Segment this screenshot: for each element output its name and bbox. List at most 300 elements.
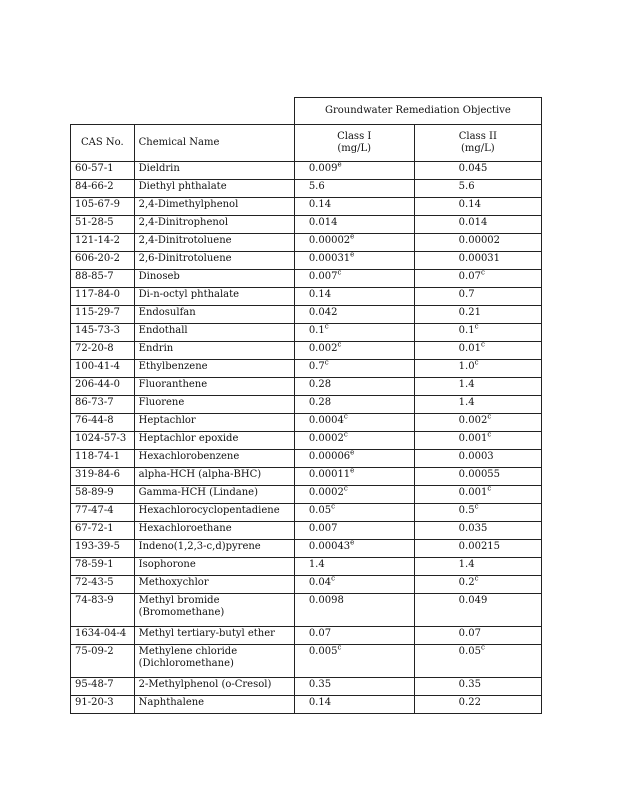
cas-number: 77-47-4 [75,505,114,516]
class2-value-cell [414,252,541,270]
class2-value-cell [414,432,541,450]
chemical-name-cell [134,270,294,288]
class1-value: 1.4 [308,559,325,570]
class2-value-cell [414,468,541,486]
footnote-marker: c [474,503,479,511]
class1-value-cell [294,450,414,468]
class1-value: 0.7 [308,361,325,372]
chemical-name-cell [134,252,294,270]
cas-cell [71,576,135,594]
class2-value: 0.045 [458,163,488,174]
class2-value: 0.00055 [458,469,501,480]
class1-value: 5.6 [308,181,325,192]
class2-value: 1.4 [458,559,475,570]
chemical-name: Naphthalene [138,697,205,708]
chemical-name: Diethyl phthalate [138,181,227,192]
chemical-name: Fluorene [138,397,185,408]
class1-value-cell [294,270,414,288]
cas-cell [71,486,135,504]
footnote-marker: c [487,485,492,493]
class2-value-cell [414,216,541,234]
cas-cell [71,288,135,306]
class1-value: 0.042 [308,307,338,318]
cas-number: 1024-57-3 [75,433,127,444]
header-class2-title: Class II [458,131,497,142]
class2-value: 1.4 [458,379,475,390]
class2-value: 0.001 [458,487,488,498]
cas-cell [71,216,135,234]
class2-value-cell [414,324,541,342]
class1-value: 0.005 [308,646,338,657]
class1-value-cell [294,504,414,522]
chemical-name: Methyl tertiary-butyl ether [138,628,275,639]
cas-cell [71,594,135,627]
table-row [71,234,542,252]
cas-cell [71,696,135,714]
table-row [71,198,542,216]
chemical-name-alt: (Bromomethane) [138,607,225,618]
table-row [71,378,542,396]
chemical-name: 2,6-Dinitrotoluene [138,253,232,264]
class1-value: 0.007 [308,271,338,282]
chemical-name: Fluoranthene [138,379,208,390]
chemical-name: Gamma-HCH (Lindane) [138,487,258,498]
chemical-name: Indeno(1,2,3-c,d)pyrene [138,541,261,552]
table-row [71,558,542,576]
class2-value-cell [414,627,541,645]
chemical-name-cell [134,540,294,558]
chemical-name: Methyl bromide [138,595,220,606]
chemical-name: 2-Methylphenol (o-Cresol) [138,679,272,690]
class1-value-cell [294,414,414,432]
chemical-name: Isophorone [138,559,196,570]
table-row [71,486,542,504]
table-row [71,696,542,714]
class2-value: 0.00002 [458,235,501,246]
cas-cell [71,468,135,486]
class2-value-cell [414,360,541,378]
cas-number: 95-48-7 [75,679,114,690]
class2-value-cell [414,450,541,468]
table-row [71,468,542,486]
cas-number: 60-57-1 [75,163,114,174]
footnote-marker: c [324,359,329,367]
class1-value: 0.0098 [308,595,344,606]
class2-value-cell [414,486,541,504]
chemical-name: Methylene chloride [138,646,238,657]
table-row [71,627,542,645]
chemical-name-cell [134,396,294,414]
class2-value-cell [414,378,541,396]
class1-value-cell [294,180,414,198]
class2-value-cell [414,306,541,324]
chemical-name-cell [134,696,294,714]
chemical-name-cell [134,414,294,432]
class1-value: 0.14 [308,697,332,708]
cas-cell [71,504,135,522]
table-row [71,522,542,540]
chemical-name-cell [134,432,294,450]
class1-value-cell [294,198,414,216]
class2-value: 0.049 [458,595,488,606]
footnote-marker: e [350,539,355,547]
footnote-marker: c [474,323,479,331]
class2-value-cell [414,396,541,414]
cas-number: 75-09-2 [75,646,114,657]
class1-value-cell [294,342,414,360]
cas-cell [71,645,135,678]
class1-value-cell [294,306,414,324]
class2-value-cell [414,540,541,558]
class2-value: 0.14 [458,199,481,210]
chemical-name: 2,4-Dimethylphenol [138,199,239,210]
class1-value: 0.1 [308,325,325,336]
chemical-name-cell [134,198,294,216]
cas-cell [71,540,135,558]
cas-number: 193-39-5 [75,541,120,552]
cas-number: 100-41-4 [75,361,120,372]
cas-cell [71,627,135,645]
chemical-name-cell [134,306,294,324]
cas-number: 88-85-7 [75,271,114,282]
class2-value: 0.7 [458,289,475,300]
class2-value-cell [414,522,541,540]
chemical-name-cell [134,468,294,486]
class2-value: 5.6 [458,181,475,192]
cas-cell [71,324,135,342]
chemical-name: Endothall [138,325,188,336]
chemical-name: Hexachlorocyclopentadiene [138,505,280,516]
cas-number: 86-73-7 [75,397,114,408]
class1-value-cell [294,234,414,252]
chemical-name-cell [134,360,294,378]
chemical-name: Di-n-octyl phthalate [138,289,240,300]
cas-number: 84-66-2 [75,181,114,192]
cas-cell [71,180,135,198]
remediation-objectives-table [70,97,542,714]
class2-value-cell [414,645,541,678]
chemical-name: 2,4-Dinitrotoluene [138,235,232,246]
table-row [71,396,542,414]
class1-value-cell [294,558,414,576]
chemical-name-cell [134,486,294,504]
class2-value-cell [414,504,541,522]
table-row [71,324,542,342]
cas-number: 117-84-0 [75,289,120,300]
class2-value: 0.035 [458,523,488,534]
class1-value-cell [294,540,414,558]
chemical-name-cell [134,342,294,360]
class2-value: 0.22 [458,697,481,708]
class1-value-cell [294,288,414,306]
chemical-name: Hexachloroethane [138,523,232,534]
footnote-marker: e [350,233,355,241]
footnote-marker: e [350,251,355,259]
class1-value: 0.014 [308,217,338,228]
cas-cell [71,270,135,288]
cas-cell [71,306,135,324]
class1-value-cell [294,576,414,594]
cas-cell [71,162,135,180]
class2-value-cell [414,180,541,198]
chemical-name-cell [134,627,294,645]
cas-cell [71,414,135,432]
chemical-name-cell [134,522,294,540]
table-row [71,342,542,360]
class2-value: 0.07 [458,628,481,639]
class1-value: 0.009 [308,163,338,174]
class1-value: 0.007 [308,523,338,534]
class2-value: 0.01 [458,343,481,354]
class1-value: 0.0002 [308,433,344,444]
cas-number: 76-44-8 [75,415,114,426]
chemical-name-cell [134,678,294,696]
footnote-marker: c [487,431,492,439]
table-row [71,270,542,288]
footnote-marker: c [331,575,335,583]
class2-value-cell [414,288,541,306]
cas-cell [71,558,135,576]
class1-value: 0.00031 [308,253,351,264]
class2-value-cell [414,198,541,216]
class1-value-cell [294,216,414,234]
table-row [71,162,542,180]
footnote-marker: c [324,323,329,331]
chemical-name-cell [134,504,294,522]
group-header: Groundwater Remediation Objective [294,98,541,125]
table-row [71,432,542,450]
cas-number: 1634-04-4 [75,628,127,639]
class1-value: 0.00006 [308,451,351,462]
header-class1-title: Class I [337,131,372,142]
chemical-name: Dinoseb [138,271,180,282]
footnote-marker: c [480,644,485,652]
header-class1-unit: (mg/L) [337,143,372,154]
chemical-name-cell [134,216,294,234]
cas-cell [71,198,135,216]
chemical-name-cell [134,645,294,678]
cas-number: 606-20-2 [75,253,120,264]
chemical-name-cell [134,594,294,627]
footnote-marker: e [350,467,355,475]
class2-value: 0.001 [458,433,488,444]
header-class1 [294,125,414,162]
class2-value: 0.21 [458,307,481,318]
table-row [71,678,542,696]
class2-value: 0.07 [458,271,481,282]
footnote-marker: c [480,341,485,349]
cas-number: 115-29-7 [75,307,120,318]
class2-value: 0.00215 [458,541,501,552]
table-row [71,414,542,432]
class1-value: 0.05 [308,505,332,516]
class1-value: 0.0002 [308,487,344,498]
table-row [71,576,542,594]
footnote-marker: c [474,359,479,367]
header-class2-unit: (mg/L) [460,143,495,154]
class2-value-cell [414,234,541,252]
chemical-name: 2,4-Dinitrophenol [138,217,229,228]
class2-value-cell [414,414,541,432]
table-row [71,252,542,270]
chemical-name: Ethylbenzene [138,361,208,372]
cas-cell [71,342,135,360]
cas-number: 105-67-9 [75,199,120,210]
cas-cell [71,522,135,540]
class1-value-cell [294,522,414,540]
class1-value-cell [294,360,414,378]
cas-number: 74-83-9 [75,595,114,606]
table-row [71,288,542,306]
footnote-marker: c [343,485,348,493]
chemical-name-cell [134,234,294,252]
cas-number: 145-73-3 [75,325,120,336]
class1-value-cell [294,696,414,714]
class2-value-cell [414,594,541,627]
header-class2 [414,125,541,162]
class2-value-cell [414,162,541,180]
class1-value: 0.35 [308,679,332,690]
footnote-marker: c [337,269,342,277]
chemical-name: Heptachlor epoxide [138,433,239,444]
chemical-name-cell [134,162,294,180]
class2-value-cell [414,678,541,696]
class2-value: 1.4 [458,397,475,408]
class2-value: 0.05 [458,646,481,657]
chemical-name: Dieldrin [138,163,180,174]
chemical-name: Methoxychlor [138,577,209,588]
class2-value-cell [414,558,541,576]
cas-cell [71,678,135,696]
class2-value-cell [414,342,541,360]
footnote-marker: c [480,269,485,277]
class1-value: 0.002 [308,343,338,354]
cas-cell [71,234,135,252]
class2-value: 0.5 [458,505,475,516]
class2-value: 0.00031 [458,253,501,264]
cas-number: 67-72-1 [75,523,114,534]
table-body [71,162,542,714]
class1-value-cell [294,627,414,645]
class1-value-cell [294,645,414,678]
class2-value: 0.1 [458,325,475,336]
footnote-marker: e [350,449,355,457]
footnote-marker: c [343,413,348,421]
class1-value: 0.0004 [308,415,344,426]
footnote-marker: e [337,161,342,169]
footnote-marker: c [337,644,342,652]
cas-number: 121-14-2 [75,235,120,246]
table-row [71,504,542,522]
class1-value-cell [294,486,414,504]
chemical-name-cell [134,378,294,396]
cas-cell [71,252,135,270]
class1-value-cell [294,378,414,396]
class1-value: 0.00011 [308,469,351,480]
chemical-name: Heptachlor [138,415,196,426]
class1-value: 0.28 [308,397,332,408]
class1-value-cell [294,678,414,696]
class1-value-cell [294,396,414,414]
table-row [71,594,542,627]
data-table [70,97,542,714]
cas-number: 72-43-5 [75,577,114,588]
class2-value: 0.35 [458,679,481,690]
class1-value-cell [294,324,414,342]
cas-number: 58-89-9 [75,487,114,498]
chemical-name-cell [134,450,294,468]
cas-number: 91-20-3 [75,697,114,708]
cas-cell [71,432,135,450]
footnote-marker: c [337,341,342,349]
table-row [71,645,542,678]
chemical-name: Endosulfan [138,307,196,318]
chemical-name-alt: (Dichloromethane) [138,658,234,669]
table-row [71,540,542,558]
class2-value: 0.014 [458,217,488,228]
chemical-name: Hexachlorobenzene [138,451,240,462]
header-name: Chemical Name [134,125,294,162]
class1-value: 0.14 [308,199,332,210]
cas-number: 206-44-0 [75,379,120,390]
class1-value: 0.07 [308,628,332,639]
cas-number: 118-74-1 [75,451,120,462]
table-row [71,360,542,378]
class1-value-cell [294,594,414,627]
chemical-name: Endrin [138,343,174,354]
chemical-name: alpha-HCH (alpha-BHC) [138,469,262,480]
class1-value: 0.00002 [308,235,351,246]
table-row [71,450,542,468]
table-row [71,216,542,234]
cas-number: 72-20-8 [75,343,114,354]
class2-value: 1.0 [458,361,475,372]
footnote-marker: c [343,431,348,439]
class1-value-cell [294,468,414,486]
class1-value: 0.14 [308,289,332,300]
class1-value-cell [294,252,414,270]
cas-cell [71,360,135,378]
chemical-name-cell [134,576,294,594]
footnote-marker: c [487,413,492,421]
cas-cell [71,378,135,396]
cas-number: 319-84-6 [75,469,120,480]
class2-value-cell [414,576,541,594]
class2-value: 0.002 [458,415,488,426]
class1-value: 0.00043 [308,541,351,552]
class1-value-cell [294,162,414,180]
class2-value: 0.0003 [458,451,494,462]
class1-value-cell [294,432,414,450]
class1-value: 0.04 [308,577,332,588]
footnote-marker: c [331,503,335,511]
cas-number: 78-59-1 [75,559,114,570]
header-cas: CAS No. [71,125,135,162]
chemical-name-cell [134,180,294,198]
class1-value: 0.28 [308,379,332,390]
cas-cell [71,450,135,468]
cas-cell [71,396,135,414]
table-row [71,180,542,198]
chemical-name-cell [134,558,294,576]
footnote-marker: c [474,575,479,583]
chemical-name-cell [134,288,294,306]
cas-number: 51-28-5 [75,217,114,228]
class2-value-cell [414,696,541,714]
class2-value-cell [414,270,541,288]
chemical-name-cell [134,324,294,342]
table-row [71,306,542,324]
